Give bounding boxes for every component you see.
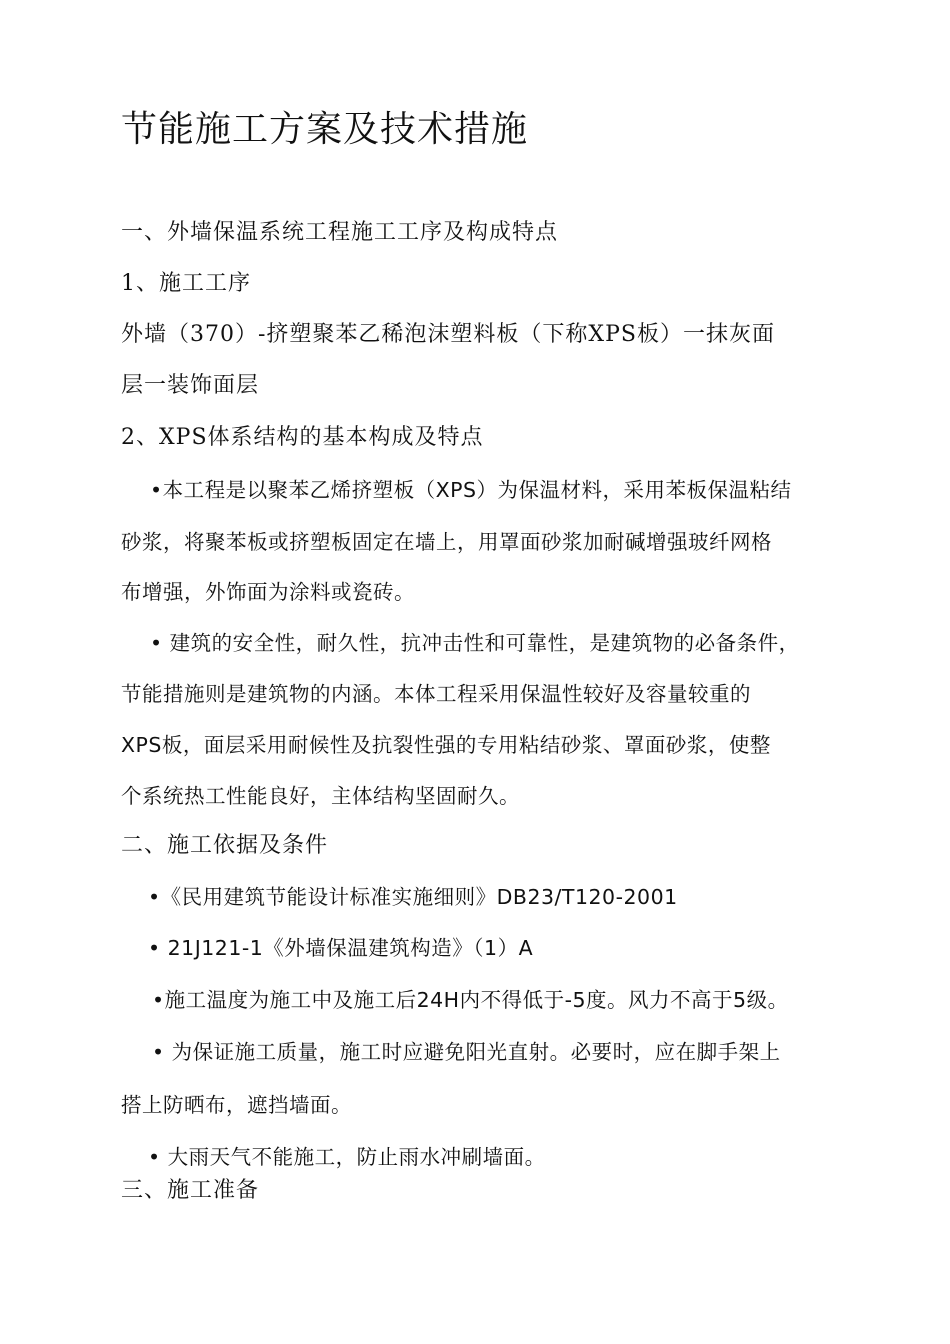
bullet-item: • 21J121-1《外墙保温建筑构造》（1）A (148, 936, 534, 960)
paragraph-line: 个系统热工性能良好，主体结构坚固耐久。 (121, 784, 520, 808)
section-heading-1: 一、外墙保温系统工程施工工序及构成特点 (121, 220, 559, 245)
paragraph-line: 外墙（370）-挤塑聚苯乙稀泡沫塑料板（下称XPS板）一抹灰面 (121, 322, 775, 347)
bullet-paragraph-line: • 建筑的安全性，耐久性，抗冲击性和可靠性，是建筑物的必备条件， (150, 631, 800, 655)
paragraph-line: 节能措施则是建筑物的内涵。本体工程采用保温性较好及容量较重的 (121, 682, 751, 706)
paragraph-line: 砂浆，将聚苯板或挤塑板固定在墙上，用罩面砂浆加耐碱增强玻纤网格 (121, 530, 772, 554)
bullet-paragraph-line: •本工程是以聚苯乙烯挤塑板（XPS）为保温材料，采用苯板保温粘结 (150, 478, 792, 502)
paragraph-line: 层一装饰面层 (121, 373, 260, 398)
bullet-item: •《民用建筑节能设计标准实施细则》DB23/T120-2001 (148, 885, 678, 909)
subsection-heading-2: 2、XPS体系结构的基本构成及特点 (121, 425, 484, 450)
paragraph-line: XPS板，面层采用耐候性及抗裂性强的专用粘结砂浆、罩面砂浆，使整 (121, 733, 771, 757)
paragraph-line: 布增强，外饰面为涂料或瓷砖。 (121, 580, 415, 604)
section-heading-3: 三、施工准备 (121, 1178, 260, 1203)
paragraph-line: 搭上防晒布，遮挡墙面。 (121, 1093, 352, 1117)
document-title: 节能施工方案及技术措施 (121, 109, 529, 150)
subsection-heading-1: 1、施工工序 (121, 271, 251, 296)
section-heading-2: 二、施工依据及条件 (121, 833, 329, 858)
bullet-item: • 为保证施工质量，施工时应避免阳光直射。必要时，应在脚手架上 (152, 1040, 781, 1064)
bullet-item: • 大雨天气不能施工，防止雨水冲刷墙面。 (148, 1145, 546, 1169)
bullet-item: •施工温度为施工中及施工后24H内不得低于-5度。风力不高于5级。 (152, 988, 789, 1012)
